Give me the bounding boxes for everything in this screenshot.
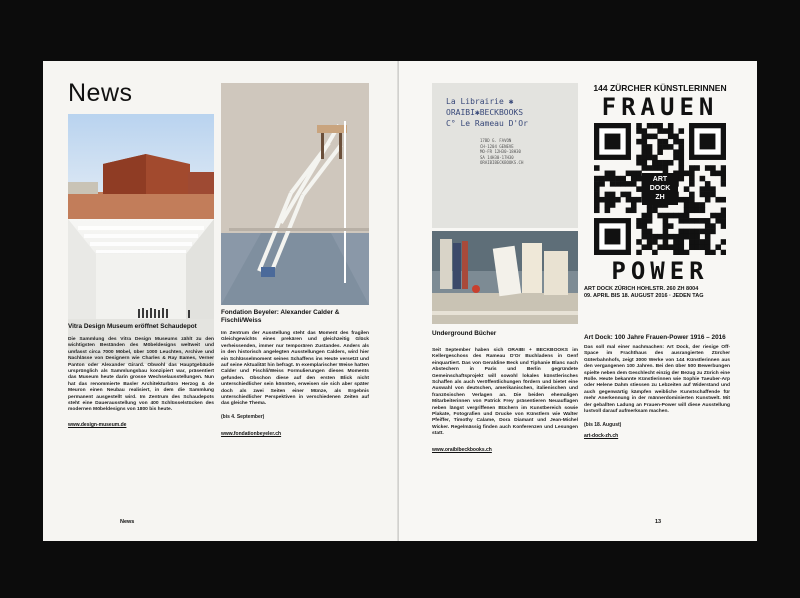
beyeler-note: (bis 4. September) <box>221 413 265 420</box>
beyeler-body: Im Zentrum der Ausstellung steht das Moment des fragilen Gleichgewichts eines prekären und gleichzeitig Glück verheissenden, immer nur temporären Zustandes. Anders als in den historisch angelegten Ausstellungen Calders, wird hier ein Schlüsselmoment seines Schaffens ins Heute versetzt und auf seine Aktualität hin befragt. In exemplarischer Weise hatten Calder und Fischli/Weiss Formulierungen dieses Moments gefunden. Obschon diese auf den ersten Blick nicht unterschiedlicher sein könnten, erweisen sie sich aber später doch als zwei Seiten einer Münze, als Ergebnis unterschiedlicher Perspektiven in verschiedenen Zeiten auf das gleiche Thema. <box>221 331 369 407</box>
oraibi-article <box>432 330 578 453</box>
oraibi-body: Seit September haben sich ORAIBI + BECKBOOKS im Kellergeschoss des Rameau D'Or Buchladens in Genf einquartiert. Das von Geraldine Beck und Tiphanie Blanc nach Abstechern in Paris und Berlin gegründete Gemeinschaftsprojekt will sowohl lokales künstlerisches Schaffen als auch Veröffentlichungen fördern und bietet eine Auswahl von deutschen, amerikanischen, italienischen und französischen Verlagen an. Die beiden ehemaligen Mitarbeiterinnen von Patrick Frey präsentieren Neuauflagen neben längst vergriffenen Büchern im Kunstbereich sowie Plakate, Fotografien und Drucke von Künstlern wie Walter Pfeiffer, Timothy Calame, Dora Diamant und Jean-Michel Wicker. Regelmässig finden auch Konferenzen und Lesungen statt. <box>432 348 578 437</box>
art-dock-note: (bis 18. August) <box>584 422 622 429</box>
qr-code-graphic <box>594 123 726 255</box>
beyeler-heading: Fondation Beyeler: Alexander Calder & Fischli/Weiss <box>221 309 340 324</box>
sign-addr3: MO-FR 12H30-18H30 <box>480 149 521 154</box>
sign-line1: La Librairie ✱ <box>446 97 514 106</box>
art-dock-body: Das soll mal einer nachmachen: Art Dock, der riesige Off-Space im Frachthaus des ausrangierten Zürcher Güterbahnhofs, zeigt 3000 Werke von 144 Künstlerinnen aus den vergangenen 100 Jahren. Bei den über 500 Bewerbungen spielte neben dem Geschlecht einzig der Bezug zu Zürich eine Rolle. Heute bekannte Künstlerinnen wie Sophie Taeuber-Arp oder Helene Dahm stiessen zu Lebzeiten auf Widerstand und auch gegenwärtig kämpfen weibliche Kunstschaffende für mehr Anerkennung in der männerdominierten Kunstwelt. Mit der geballten Ladung an Frauen-Power will diese Ausstellung lustvoll darauf aufmerksam machen. <box>584 345 730 415</box>
sign-addr4: SA 14H30-17H30 <box>480 154 514 160</box>
vitra-body: Die Sammlung des Vitra Design Museums zählt zu den wichtigsten Beständen des Möbeldesigns weltweit und umfasst circa 7000 Möbel, über 1000 Leuchten, Archive und Nachlässe von Designern wie Charles & Ray Eames, Verner Panton oder Alexander Girard. Obwohl das Hauptgebäude ursprünglich als Sammlungsbau konzipiert war, präsentiert das Museum heute darin grosse Wechselausstellungen. Nun hat das renommierte Basler Architekturbüro Herzog & de Meuron einen Neubau realisiert, in dem die Sammlung permanent ausgestellt wird. Im Zentrum des Schaudepots steht eine Dauerausstellung von 400 Schlüsselstücken des modernen Möbeldesigns von 1800 bis heute. <box>68 337 214 413</box>
calder-sculpture-photo <box>221 83 369 305</box>
left-page <box>43 61 399 541</box>
folio-label: News <box>120 519 135 525</box>
poster-address: ART DOCK ZÜRICH HOHLSTR. 260 ZH 8004 <box>584 286 699 292</box>
page-title: News <box>68 79 133 107</box>
sign-line3: C° Le Rameau D'Or <box>446 119 528 128</box>
badge-line2: DOCK <box>649 185 671 192</box>
art-dock-badge <box>642 173 678 205</box>
books-display-photo <box>432 231 578 324</box>
oraibi-link[interactable]: www.oraibibeckbooks.ch <box>432 446 492 453</box>
badge-line3: ZH <box>655 194 665 201</box>
bookstore-sign-photo <box>432 83 578 228</box>
vitra-article <box>68 323 214 428</box>
poster-top-line: 144 ZÜRCHER KÜNSTLERINNEN <box>593 83 727 93</box>
art-dock-heading: Art Dock: 100 Jahre Frauen-Power 1916 – 2016 <box>584 334 726 341</box>
poster-dates: 09. APRIL BIS 18. AUGUST 2016 · JEDEN TAG <box>584 293 704 299</box>
page-number: 13 <box>655 519 662 525</box>
vitra-heading: Vitra Design Museum eröffnet Schaudepot <box>68 323 197 330</box>
beyeler-link[interactable]: www.fondationbeyeler.ch <box>221 430 282 437</box>
vitra-link[interactable]: www.design-museum.de <box>68 421 127 428</box>
frauen-power-poster <box>584 83 736 338</box>
oraibi-heading: Underground Bücher <box>432 330 497 337</box>
poster-word-power: POWER <box>611 257 709 285</box>
right-page <box>399 61 757 541</box>
sign-line2: ORAIBI✱BECKBOOKS <box>446 108 524 117</box>
poster-word-frauen: FRAUEN <box>601 93 719 121</box>
sign-addr2: CH-1204 GENEVE <box>480 143 514 149</box>
art-dock-article <box>584 334 730 439</box>
art-dock-link[interactable]: art-dock-zh.ch <box>584 433 619 440</box>
sign-addr1: 17BD G. FAVON <box>480 138 512 143</box>
sign-addr5: ORAIBIBECKBOOKS.CH <box>480 160 524 165</box>
beyeler-article <box>221 309 369 437</box>
badge-line1: ART <box>652 176 668 183</box>
